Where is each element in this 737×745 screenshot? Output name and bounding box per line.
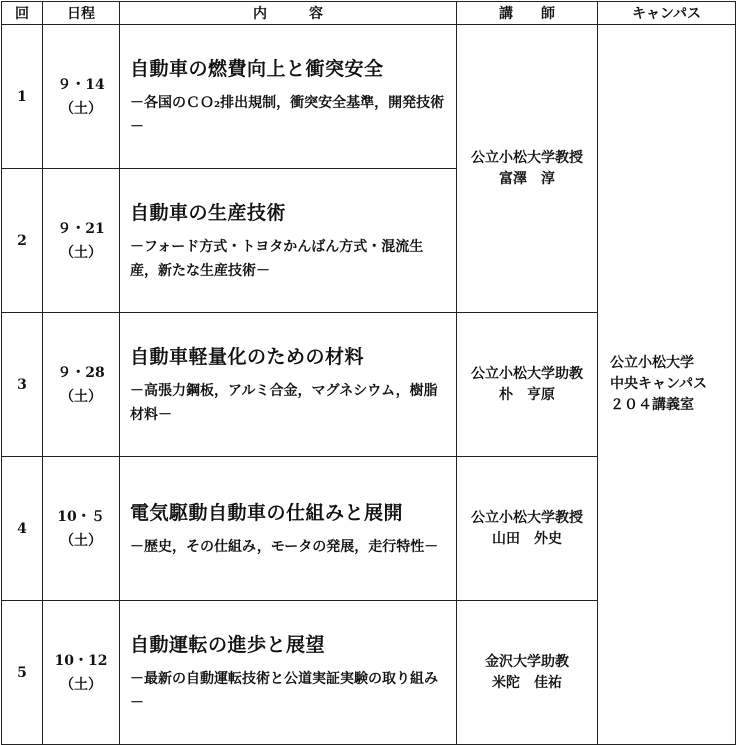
session-date xyxy=(43,601,120,745)
session-content xyxy=(120,169,457,313)
session-number: 1 xyxy=(2,25,43,169)
lecturer-name: 朴 亨原 xyxy=(499,386,555,403)
session-date-value: ９・21 xyxy=(57,220,105,237)
campus-line-2: 中央キャンパス xyxy=(610,376,708,392)
session-content xyxy=(120,25,457,169)
session-date xyxy=(43,313,120,457)
session-date xyxy=(43,457,120,601)
lecturer-affiliation: 公立小松大学教授 xyxy=(471,509,583,526)
lecturer-cell xyxy=(457,25,598,313)
session-title: 自動運転の進歩と展望 xyxy=(130,633,326,656)
header-date: 日程 xyxy=(43,2,120,25)
lecturer-cell xyxy=(457,457,598,601)
session-date-value: ９・28 xyxy=(57,364,105,381)
session-title: 電気駆動自動車の仕組みと展開 xyxy=(130,501,404,524)
campus-line-1: 公立小松大学 xyxy=(610,355,694,371)
campus-line-3: ２０４講義室 xyxy=(610,397,694,413)
header-content: 内 容 xyxy=(120,2,457,25)
session-description: －各国のＣＯ₂排出規制，衝突安全基準，開発技術－ xyxy=(130,94,445,135)
session-day: （土） xyxy=(60,244,102,261)
session-content xyxy=(120,313,457,457)
campus-cell xyxy=(598,25,736,745)
session-title: 自動車の燃費向上と衝突安全 xyxy=(130,57,384,80)
session-day: （土） xyxy=(60,388,102,405)
lecture-schedule-table xyxy=(1,1,736,745)
session-date-value: 10・12 xyxy=(54,652,108,669)
header-lecturer: 講 師 xyxy=(457,2,598,25)
lecturer-name: 米陀 佳祐 xyxy=(492,674,562,691)
session-date xyxy=(43,25,120,169)
header-campus: キャンパス xyxy=(598,2,736,25)
session-description: －高張力鋼板，アルミ合金，マグネシウム，樹脂材料－ xyxy=(130,382,438,423)
session-date xyxy=(43,169,120,313)
header-num: 回 xyxy=(2,2,43,25)
session-number: 3 xyxy=(2,313,43,457)
session-description: －歴史，その仕組み，モータの発展，走行特性－ xyxy=(130,538,439,555)
session-date-value: ９・14 xyxy=(57,76,105,93)
lecturer-affiliation: 公立小松大学教授 xyxy=(471,149,583,166)
session-number: 4 xyxy=(2,457,43,601)
session-day: （土） xyxy=(60,100,102,117)
session-content xyxy=(120,457,457,601)
session-number: 2 xyxy=(2,169,43,313)
lecturer-name: 富澤 淳 xyxy=(499,170,555,187)
session-content xyxy=(120,601,457,745)
session-day: （土） xyxy=(60,532,102,549)
session-title: 自動車の生産技術 xyxy=(130,201,287,224)
header-row xyxy=(2,2,736,25)
table-row xyxy=(2,25,736,169)
session-number: 5 xyxy=(2,601,43,745)
session-title: 自動車軽量化のための材料 xyxy=(130,345,365,368)
session-description: －フォード方式・トヨタかんばん方式・混流生産，新たな生産技術－ xyxy=(130,238,424,279)
session-description: －最新の自動運転技術と公道実証実験の取り組み－ xyxy=(130,670,438,711)
session-date-value: 10・５ xyxy=(57,508,105,525)
session-day: （土） xyxy=(60,676,102,693)
lecturer-cell xyxy=(457,601,598,745)
lecturer-affiliation: 金沢大学助教 xyxy=(485,653,569,670)
lecturer-affiliation: 公立小松大学助教 xyxy=(471,365,583,382)
lecturer-cell xyxy=(457,313,598,457)
lecturer-name: 山田 外史 xyxy=(492,530,562,547)
